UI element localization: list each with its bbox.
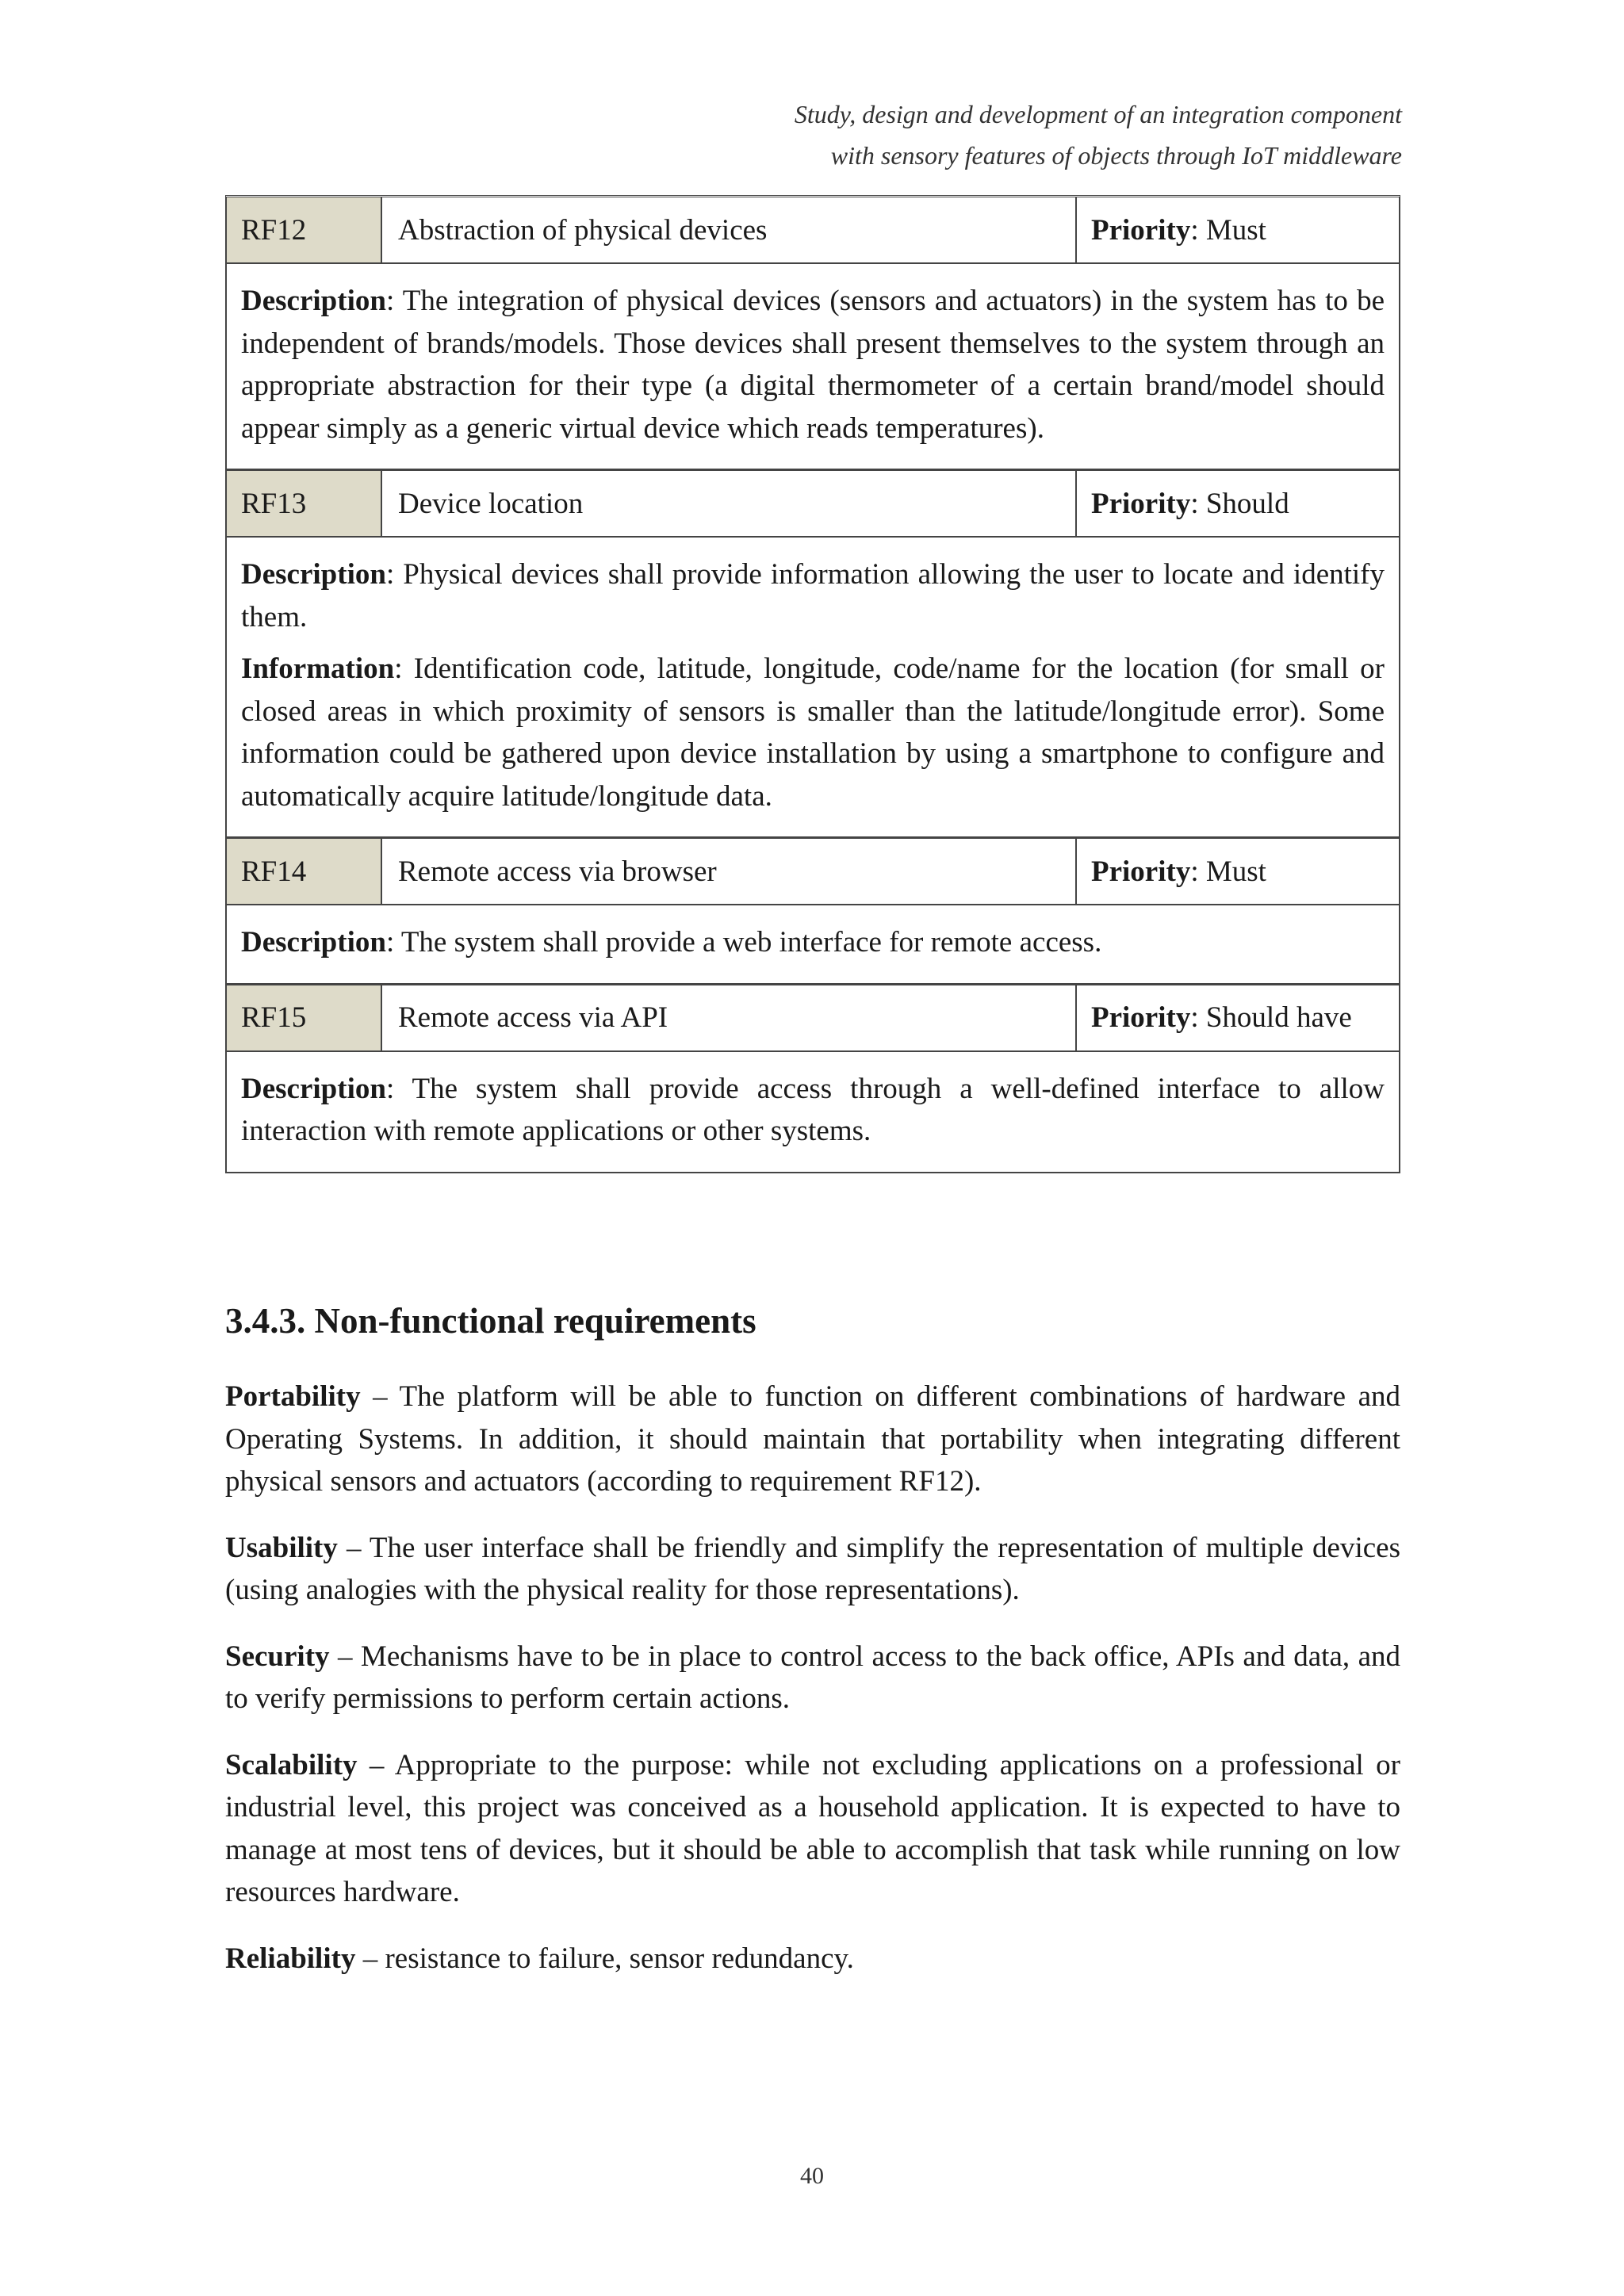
requirement-title: Device location — [382, 471, 1077, 536]
nfr-security — [225, 1636, 1400, 1720]
section-heading: 3.4.3. Non-functional requirements — [225, 1301, 756, 1341]
nfr-term: Security — [225, 1640, 330, 1673]
requirement-body — [227, 905, 1399, 983]
requirement-priority: Priority : Should have — [1091, 1001, 1352, 1034]
requirement-description: Description: The system shall provide access through a well-defined interface to allow interaction with remote applications or other systems. — [241, 1072, 1385, 1147]
description-text: The system shall provide access through a well-defined interface to allow interaction with remote applications or other systems. — [241, 1072, 1385, 1147]
description-text: Physical devices shall provide information allowing the user to locate and identify them. — [241, 558, 1385, 633]
requirement-title: Remote access via API — [382, 985, 1077, 1050]
priority-value: Must — [1205, 213, 1266, 247]
nfr-text: – Appropriate to the purpose: while not excluding applications on a professional or industrial level, this project was conceived as a household application. It is expected to have to manage at most tens of devices, but it should be able to accomplish that task while running on low resources hardware. — [225, 1748, 1400, 1908]
priority-value: Should have — [1205, 1001, 1352, 1034]
nfr-usability — [225, 1527, 1400, 1612]
requirement-rf12 — [225, 195, 1400, 470]
description-label: Description — [241, 285, 386, 317]
description-label: Description — [241, 1072, 386, 1105]
requirement-header-row — [227, 985, 1399, 1052]
requirement-rf13 — [225, 469, 1400, 838]
requirement-description: Description: The system shall provide a web interface for remote access. — [241, 926, 1102, 959]
priority-value: Must — [1205, 855, 1266, 888]
requirement-description: Description: The integration of physical devices (sensors and actuators) in the system has to be independent of brands/models. Those devices shall present themselves to the system through an appropriate abstraction for their type (a digital thermometer of a certain brand/model should appear simply as a generic virtual device which reads temperatures). — [241, 285, 1385, 445]
requirement-body — [227, 538, 1399, 836]
requirement-priority: Priority : Must — [1091, 855, 1266, 888]
requirement-id: RF15 — [227, 985, 382, 1050]
requirement-description: Description: Physical devices shall provide information allowing the user to locate and identify them. — [241, 558, 1385, 633]
information-text: Identification code, latitude, longitude, code/name for the location (for small or closed areas in which proximity of sensors is smaller than the latitude/longitude error). Some information could be gathered upon device installation by using a smartphone to configure and automatically acquire latitude/longitude data. — [241, 652, 1385, 813]
description-text: The integration of physical devices (sensors and actuators) in the system has to be independent of brands/models. Those devices shall present themselves to the system through an appropriate abstraction for their type (a digital thermometer of a certain brand/model should appear simply as a generic virtual device which reads temperatures). — [241, 285, 1385, 445]
requirement-header-row — [227, 197, 1399, 264]
nfr-term: Portability — [225, 1380, 361, 1413]
requirement-body — [227, 1052, 1399, 1172]
nfr-text: – The user interface shall be friendly and simplify the representation of multiple devices (using analogies with the physical reality for those representations). — [225, 1531, 1400, 1606]
running-header-line-1: Study, design and development of an integration component — [794, 100, 1402, 128]
nfr-term: Reliability — [225, 1942, 356, 1975]
requirement-header-row — [227, 839, 1399, 905]
nfr-text: – resistance to failure, sensor redundancy. — [355, 1942, 854, 1975]
page-number: 40 — [800, 2163, 824, 2189]
running-header — [795, 94, 1402, 176]
requirement-priority: Priority : Must — [1091, 213, 1266, 247]
requirement-rf15 — [225, 983, 1400, 1173]
priority-value: Should — [1205, 487, 1289, 520]
requirement-body — [227, 264, 1399, 469]
information-label: Information — [241, 652, 395, 685]
non-functional-requirements-list — [225, 1376, 1400, 2003]
requirements-table — [225, 195, 1400, 1173]
requirement-header-row — [227, 471, 1399, 538]
requirement-title: Remote access via browser — [382, 839, 1077, 904]
requirement-id: RF12 — [227, 197, 382, 262]
requirement-id: RF13 — [227, 471, 382, 536]
description-text: The system shall provide a web interface for remote access. — [400, 926, 1102, 959]
priority-label: Priority — [1091, 487, 1191, 520]
requirement-title: Abstraction of physical devices — [382, 197, 1077, 262]
nfr-reliability — [225, 1938, 1400, 1980]
nfr-scalability — [225, 1744, 1400, 1914]
nfr-text: – Mechanisms have to be in place to control access to the back office, APIs and data, and to verify permissions to perform certain actions. — [225, 1640, 1400, 1715]
requirement-rf14 — [225, 836, 1400, 985]
description-label: Description — [241, 558, 386, 591]
priority-label: Priority — [1091, 1001, 1191, 1034]
nfr-portability — [225, 1376, 1400, 1503]
requirement-id: RF14 — [227, 839, 382, 904]
priority-label: Priority — [1091, 213, 1191, 247]
requirement-information: Information: Identification code, latitude, longitude, code/name for the location (for small or closed areas in which proximity of sensors is smaller than the latitude/longitude error). Some information could be gathered upon device installation by using a smartphone to configure and automatically acquire latitude/longitude data. — [241, 652, 1385, 813]
running-header-line-2: with sensory features of objects through IoT middleware — [830, 141, 1402, 170]
priority-label: Priority — [1091, 855, 1191, 888]
nfr-text: – The platform will be able to function on different combinations of hardware and Operating Systems. In addition, it should maintain that portability when integrating different physical sensors and actuators (according to requirement RF12). — [225, 1380, 1400, 1498]
nfr-term: Usability — [225, 1531, 338, 1564]
requirement-priority: Priority : Should — [1091, 487, 1289, 520]
nfr-term: Scalability — [225, 1748, 358, 1781]
description-label: Description — [241, 926, 386, 959]
